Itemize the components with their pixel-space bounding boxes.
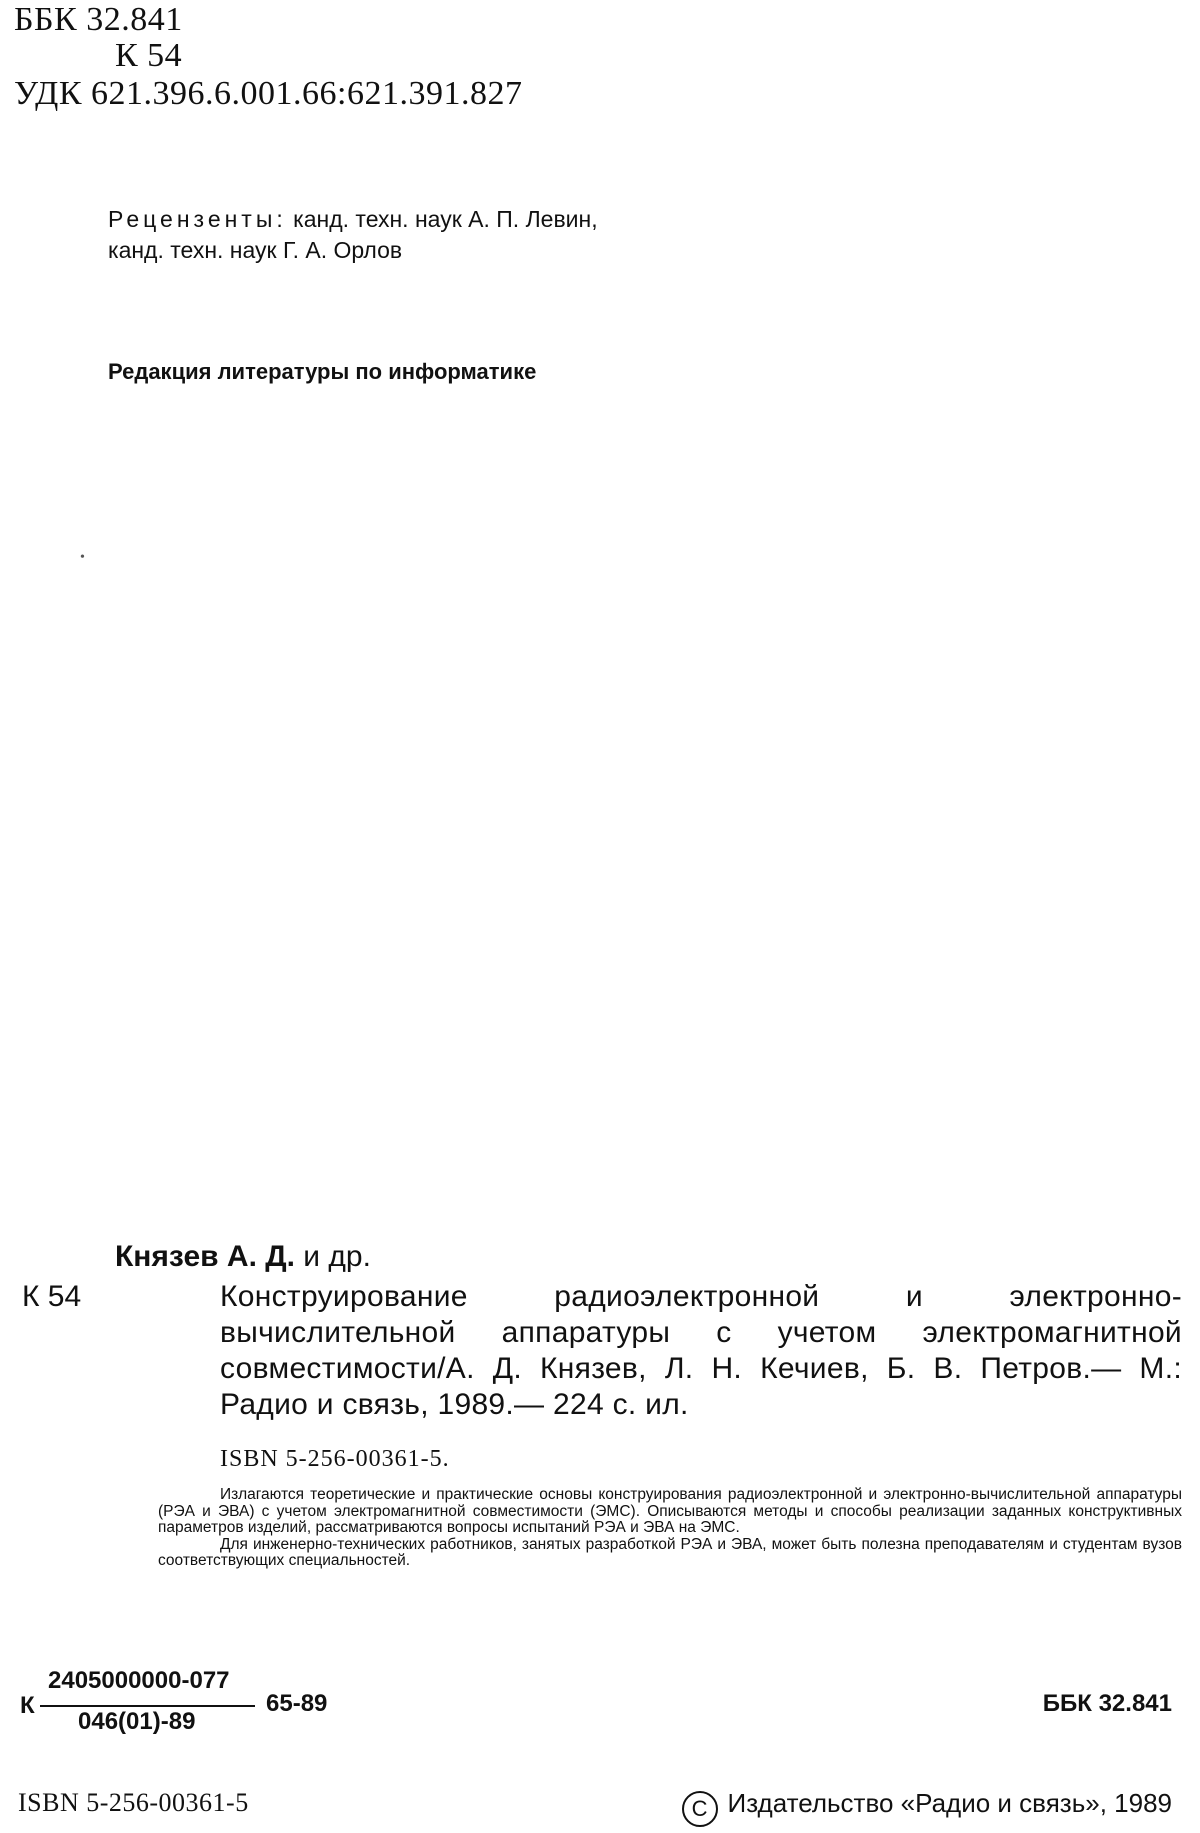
fraction-bar <box>40 1705 255 1707</box>
catalog-isbn: ISBN 5-256-00361-5. <box>220 1446 450 1472</box>
abstract-paragraph-2: Для инженерно-технических работников, занятых разработкой РЭА и ЭВА, может быть полезна преподавателям и студентам вузов соответствующих специальностей. <box>158 1535 1182 1569</box>
author-suffix: и др. <box>294 1240 371 1273</box>
catalog-description: Конструирование радиоэлектронной и электронно-вычислительной аппаратуры с учетом электромагнитной совместимости/А. Д. Князев, Л. Н. Кечиев, Б. В. Петров.— М.: Радио и связь, 1989.— 224 с. ил. <box>220 1280 1182 1421</box>
reviewers-block <box>108 204 598 266</box>
reviewer-2: канд. техн. наук Г. А. Орлов <box>108 237 403 263</box>
bbk-code-bottom: ББК 32.841 <box>1042 1690 1172 1717</box>
abstract-paragraph-1: Излагаются теоретические и практические основы конструирования радиоэлектронной и электронно-вычислительной аппаратуры (РЭА и ЭВА) с учетом электромагнитной совместимости (ЭМС). Описываются методы и способы реализации заданных конструктивных параметров изделий, рассматриваются вопросы испытаний РЭА и ЭВА на ЭМС. <box>158 1486 1182 1536</box>
print-speck: • <box>80 550 85 565</box>
udk-code: УДК 621.396.6.001.66:621.391.827 <box>14 75 523 112</box>
reviewer-1: канд. техн. наук А. П. Левин, <box>293 206 598 232</box>
copyright-text: Издательство «Радио и связь», 1989 <box>727 1788 1172 1818</box>
fraction-code: 65-89 <box>266 1690 328 1717</box>
bbk-code: ББК 32.841 <box>14 1 183 38</box>
fraction-prefix: К <box>20 1692 35 1719</box>
catalog-cipher: К 54 <box>22 1280 82 1313</box>
editorial-office: Редакция литературы по информатике <box>108 359 537 384</box>
catalog-abstract <box>158 1487 1182 1570</box>
reviewers-label: Рецензенты: <box>108 206 287 232</box>
catalog-author <box>115 1240 371 1274</box>
fraction-denominator: 046(01)-89 <box>78 1708 196 1735</box>
author-cipher: К 54 <box>115 37 183 74</box>
author-name: Князев А. Д. <box>115 1240 295 1273</box>
copyright-notice <box>682 1788 1172 1827</box>
copyright-icon: C <box>682 1791 718 1827</box>
reviewers-line-1 <box>108 204 598 235</box>
fraction-numerator: 2405000000-077 <box>48 1667 230 1694</box>
footer-isbn: ISBN 5-256-00361-5 <box>18 1788 249 1817</box>
